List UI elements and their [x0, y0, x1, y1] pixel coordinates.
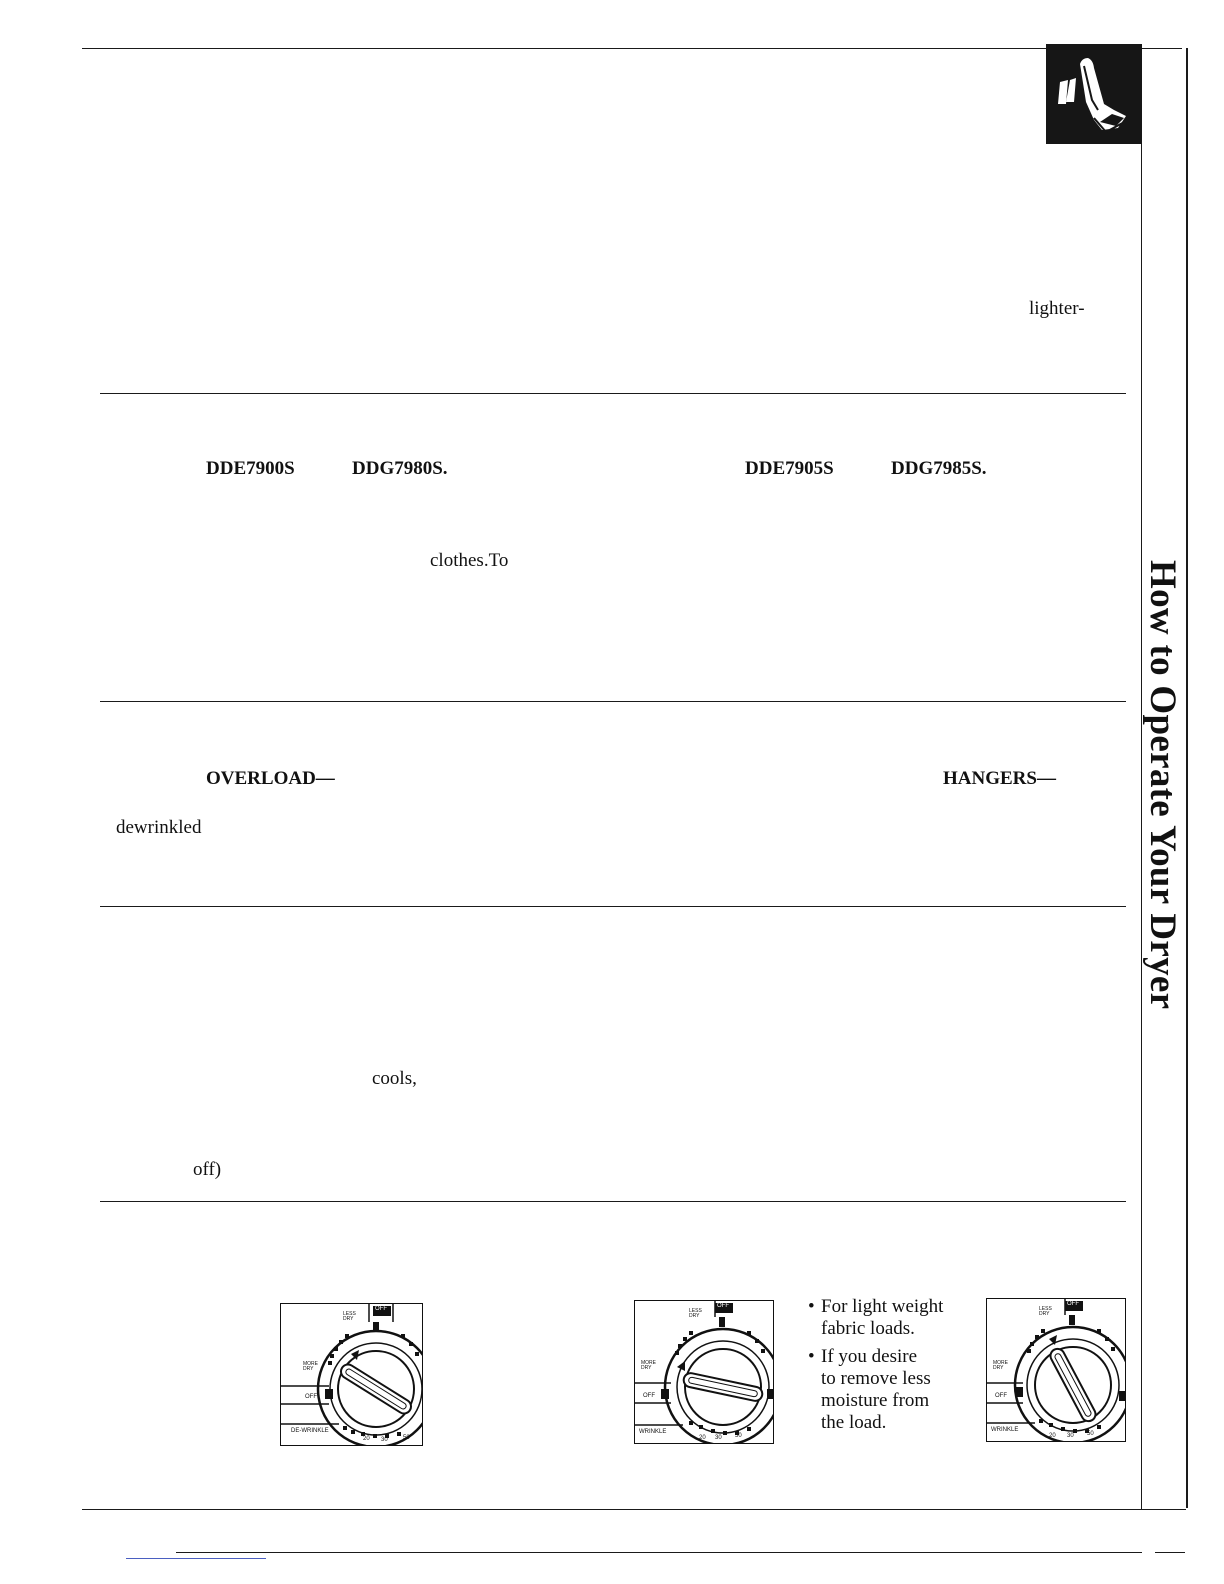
bullet-item-2	[808, 1346, 943, 1434]
top-rule	[82, 48, 1182, 49]
dryer-dial-illustration-dewrinkle	[280, 1303, 423, 1446]
model-number-ddg7985s: DDG7985S.	[891, 458, 987, 479]
dial-label-wrinkle: WRINKLE	[991, 1427, 1019, 1433]
footer-link-underline	[126, 1558, 266, 1559]
dial-label-off: OFF	[717, 1303, 729, 1309]
bullet-line: the load.	[821, 1412, 887, 1433]
section-divider-3	[100, 906, 1126, 907]
footer-rule	[176, 1552, 1142, 1553]
dial-tick-30: 30	[381, 1437, 388, 1443]
dial-tick-30: 30	[715, 1435, 722, 1441]
dial-tick-50: 50	[403, 1435, 410, 1441]
section-divider-1	[100, 393, 1126, 394]
dryer-dial-illustration-wrinkle-b	[986, 1298, 1126, 1442]
heading-overload: OVERLOAD—	[206, 768, 335, 789]
side-section-title	[1142, 560, 1190, 1010]
model-number-dde7900s: DDE7900S	[206, 458, 295, 479]
bullet-line: fabric loads.	[821, 1318, 915, 1339]
bullet-line: to remove less	[821, 1368, 931, 1389]
dial-tick-50: 50	[1087, 1431, 1094, 1437]
text-dewrinkled: dewrinkled	[116, 817, 202, 838]
text-cools: cools,	[372, 1068, 417, 1089]
section-divider-4	[100, 1201, 1126, 1202]
dial-label-wrinkle: WRINKLE	[639, 1429, 667, 1435]
dial-tick-20: 20	[363, 1436, 370, 1442]
bullet-line: moisture from	[821, 1390, 930, 1411]
dial-tick-20: 20	[699, 1435, 706, 1441]
dial-tick-50: 50	[735, 1433, 742, 1439]
bullet-line: If you desire	[821, 1346, 918, 1367]
dial-label-more-dry: MORE DRY	[303, 1361, 318, 1372]
side-title-text: How to Operate Your Dryer	[1142, 560, 1183, 1010]
dial-label-more-dry: MORE DRY	[641, 1360, 656, 1371]
dial-label-off-2: OFF	[305, 1394, 317, 1400]
dial-label-off-2: OFF	[995, 1393, 1007, 1399]
bottom-rule	[82, 1509, 1186, 1510]
bullet-line: For light weight	[821, 1296, 944, 1317]
dial-label-off: OFF	[375, 1306, 387, 1312]
dial-label-off: OFF	[1067, 1301, 1079, 1307]
bullet-dot: •	[808, 1296, 815, 1317]
model-number-ddg7980s: DDG7980S.	[352, 458, 448, 479]
dial-label-less-dry: LESS DRY	[343, 1311, 356, 1322]
dial-tick-30: 30	[1067, 1433, 1074, 1439]
dial-label-more-dry: MORE DRY	[993, 1360, 1008, 1371]
text-off: off)	[193, 1159, 222, 1180]
text-lighter: lighter-	[1029, 298, 1085, 319]
dial-label-off-2: OFF	[643, 1393, 655, 1399]
dial-label-dewrinkle: DE-WRINKLE	[291, 1428, 329, 1434]
model-number-dde7905s: DDE7905S	[745, 458, 834, 479]
dial-tick-20: 20	[1049, 1433, 1056, 1439]
pointing-hand-icon	[1046, 44, 1142, 144]
bullet-list	[808, 1296, 943, 1440]
heading-hangers: HANGERS—	[943, 768, 1056, 789]
bullet-dot: •	[808, 1346, 815, 1367]
dial-label-less-dry: LESS DRY	[1039, 1306, 1052, 1317]
bullet-item-1	[808, 1296, 943, 1340]
dial-label-less-dry: LESS DRY	[689, 1308, 702, 1319]
dryer-dial-illustration-wrinkle-a	[634, 1300, 774, 1444]
section-divider-2	[100, 701, 1126, 702]
text-clothes-to: clothes.To	[430, 550, 509, 571]
footer-short-rule	[1155, 1552, 1185, 1553]
